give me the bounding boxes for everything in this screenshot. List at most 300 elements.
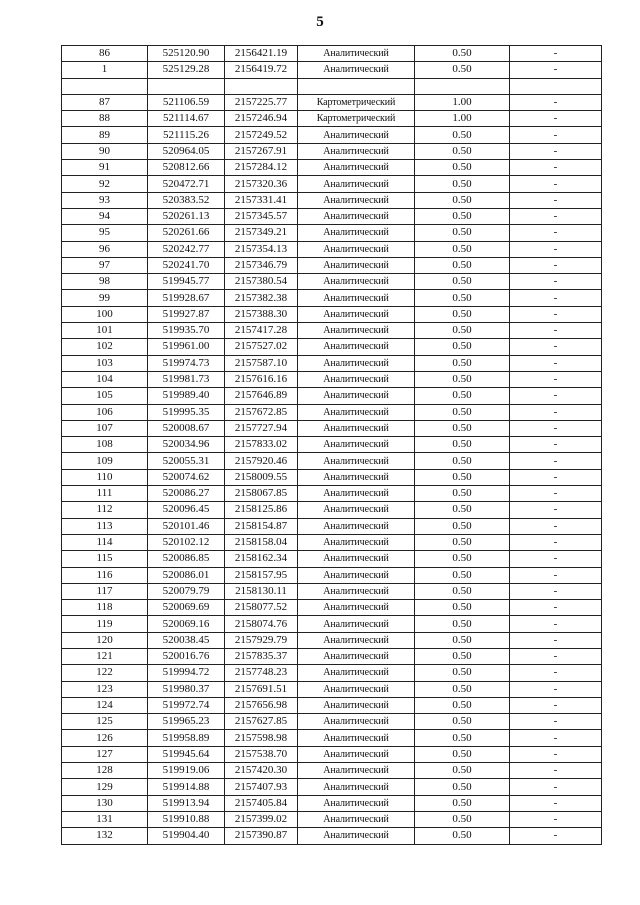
x-coordinate-cell: 519919.06 (148, 763, 225, 779)
table-row (62, 648, 602, 664)
note-cell: - (510, 518, 602, 534)
table-row (62, 714, 602, 730)
y-coordinate-cell: 2157598.98 (225, 730, 298, 746)
x-coordinate-cell: 520964.05 (148, 143, 225, 159)
table-row (62, 306, 602, 322)
point-number-cell: 99 (62, 290, 148, 306)
x-coordinate-cell: 520086.85 (148, 551, 225, 567)
accuracy-cell: 0.50 (415, 681, 510, 697)
accuracy-cell: 0.50 (415, 795, 510, 811)
x-coordinate-cell: 520008.67 (148, 420, 225, 436)
table-row (62, 502, 602, 518)
y-coordinate-cell: 2157656.98 (225, 697, 298, 713)
y-coordinate-cell: 2157929.79 (225, 632, 298, 648)
point-number-cell: 98 (62, 274, 148, 290)
accuracy-cell: 0.50 (415, 404, 510, 420)
y-coordinate-cell: 2157346.79 (225, 257, 298, 273)
method-cell: Аналитический (298, 339, 415, 355)
note-cell: - (510, 828, 602, 844)
x-coordinate-cell: 519914.88 (148, 779, 225, 795)
x-coordinate-cell: 525120.90 (148, 46, 225, 62)
point-number-cell: 88 (62, 111, 148, 127)
note-cell: - (510, 811, 602, 827)
table-row (62, 811, 602, 827)
method-cell: Аналитический (298, 730, 415, 746)
table-row (62, 437, 602, 453)
method-cell: Аналитический (298, 534, 415, 550)
y-coordinate-cell: 2157405.84 (225, 795, 298, 811)
x-coordinate-cell: 519928.67 (148, 290, 225, 306)
accuracy-cell: 0.50 (415, 323, 510, 339)
point-number-cell (62, 78, 148, 94)
method-cell: Аналитический (298, 600, 415, 616)
table-row (62, 779, 602, 795)
note-cell: - (510, 437, 602, 453)
point-number-cell: 87 (62, 94, 148, 110)
y-coordinate-cell: 2157225.77 (225, 94, 298, 110)
y-coordinate-cell: 2157380.54 (225, 274, 298, 290)
coordinates-table-body (62, 46, 602, 845)
accuracy-cell: 0.50 (415, 730, 510, 746)
table-row (62, 404, 602, 420)
accuracy-cell: 0.50 (415, 437, 510, 453)
accuracy-cell: 0.50 (415, 616, 510, 632)
table-row (62, 339, 602, 355)
accuracy-cell: 0.50 (415, 176, 510, 192)
point-number-cell: 90 (62, 143, 148, 159)
method-cell: Аналитический (298, 632, 415, 648)
method-cell: Аналитический (298, 46, 415, 62)
x-coordinate-cell: 520069.16 (148, 616, 225, 632)
method-cell: Аналитический (298, 160, 415, 176)
table-row (62, 763, 602, 779)
y-coordinate-cell: 2158009.55 (225, 469, 298, 485)
method-cell: Аналитический (298, 681, 415, 697)
table-row (62, 616, 602, 632)
method-cell: Картометрический (298, 94, 415, 110)
x-coordinate-cell: 520096.45 (148, 502, 225, 518)
table-row (62, 697, 602, 713)
note-cell: - (510, 94, 602, 110)
y-coordinate-cell: 2157835.37 (225, 648, 298, 664)
point-number-cell: 97 (62, 257, 148, 273)
note-cell: - (510, 208, 602, 224)
point-number-cell: 86 (62, 46, 148, 62)
note-cell: - (510, 453, 602, 469)
point-number-cell: 112 (62, 502, 148, 518)
x-coordinate-cell: 519913.94 (148, 795, 225, 811)
note-cell: - (510, 632, 602, 648)
point-number-cell: 89 (62, 127, 148, 143)
y-coordinate-cell: 2157399.02 (225, 811, 298, 827)
x-coordinate-cell: 519974.73 (148, 355, 225, 371)
point-number-cell: 125 (62, 714, 148, 730)
method-cell: Аналитический (298, 192, 415, 208)
table-row (62, 730, 602, 746)
point-number-cell: 94 (62, 208, 148, 224)
method-cell: Аналитический (298, 648, 415, 664)
y-coordinate-cell: 2157727.94 (225, 420, 298, 436)
table-row (62, 323, 602, 339)
method-cell: Аналитический (298, 665, 415, 681)
accuracy-cell: 0.50 (415, 763, 510, 779)
table-row (62, 486, 602, 502)
note-cell: - (510, 192, 602, 208)
method-cell: Аналитический (298, 763, 415, 779)
x-coordinate-cell: 520383.52 (148, 192, 225, 208)
accuracy-cell: 0.50 (415, 746, 510, 762)
point-number-cell: 119 (62, 616, 148, 632)
x-coordinate-cell: 520069.69 (148, 600, 225, 616)
point-number-cell: 95 (62, 225, 148, 241)
point-number-cell: 123 (62, 681, 148, 697)
accuracy-cell: 0.50 (415, 143, 510, 159)
note-cell: - (510, 355, 602, 371)
y-coordinate-cell: 2157345.57 (225, 208, 298, 224)
point-number-cell: 115 (62, 551, 148, 567)
method-cell: Аналитический (298, 388, 415, 404)
method-cell: Аналитический (298, 828, 415, 844)
table-row (62, 567, 602, 583)
x-coordinate-cell: 520016.76 (148, 648, 225, 664)
accuracy-cell: 0.50 (415, 714, 510, 730)
table-row (62, 143, 602, 159)
x-coordinate-cell: 520241.70 (148, 257, 225, 273)
note-cell: - (510, 274, 602, 290)
method-cell: Аналитический (298, 437, 415, 453)
note-cell: - (510, 681, 602, 697)
y-coordinate-cell: 2157407.93 (225, 779, 298, 795)
point-number-cell: 92 (62, 176, 148, 192)
x-coordinate-cell: 520261.66 (148, 225, 225, 241)
x-coordinate-cell: 520261.13 (148, 208, 225, 224)
accuracy-cell: 0.50 (415, 811, 510, 827)
point-number-cell: 117 (62, 583, 148, 599)
x-coordinate-cell: 519995.35 (148, 404, 225, 420)
note-cell: - (510, 241, 602, 257)
method-cell: Аналитический (298, 746, 415, 762)
y-coordinate-cell: 2157527.02 (225, 339, 298, 355)
accuracy-cell: 0.50 (415, 486, 510, 502)
y-coordinate-cell: 2158154.87 (225, 518, 298, 534)
point-number-cell: 96 (62, 241, 148, 257)
note-cell: - (510, 551, 602, 567)
accuracy-cell: 0.50 (415, 534, 510, 550)
note-cell: - (510, 290, 602, 306)
y-coordinate-cell: 2157646.89 (225, 388, 298, 404)
note-cell: - (510, 257, 602, 273)
accuracy-cell: 0.50 (415, 779, 510, 795)
accuracy-cell: 1.00 (415, 111, 510, 127)
table-row (62, 241, 602, 257)
accuracy-cell: 0.50 (415, 420, 510, 436)
method-cell: Аналитический (298, 779, 415, 795)
note-cell: - (510, 583, 602, 599)
method-cell: Аналитический (298, 355, 415, 371)
accuracy-cell: 0.50 (415, 241, 510, 257)
table-row (62, 600, 602, 616)
method-cell: Аналитический (298, 616, 415, 632)
point-number-cell: 109 (62, 453, 148, 469)
point-number-cell: 132 (62, 828, 148, 844)
x-coordinate-cell: 521106.59 (148, 94, 225, 110)
x-coordinate-cell: 519994.72 (148, 665, 225, 681)
table-row (62, 681, 602, 697)
note-cell: - (510, 616, 602, 632)
point-number-cell: 114 (62, 534, 148, 550)
y-coordinate-cell: 2157417.28 (225, 323, 298, 339)
table-row (62, 127, 602, 143)
method-cell: Аналитический (298, 323, 415, 339)
point-number-cell: 93 (62, 192, 148, 208)
method-cell: Аналитический (298, 127, 415, 143)
accuracy-cell: 0.50 (415, 567, 510, 583)
accuracy-cell: 0.50 (415, 502, 510, 518)
accuracy-cell: 0.50 (415, 274, 510, 290)
x-coordinate-cell: 520472.71 (148, 176, 225, 192)
y-coordinate-cell: 2157267.91 (225, 143, 298, 159)
accuracy-cell: 0.50 (415, 469, 510, 485)
point-number-cell: 108 (62, 437, 148, 453)
note-cell: - (510, 600, 602, 616)
point-number-cell: 131 (62, 811, 148, 827)
method-cell: Аналитический (298, 143, 415, 159)
table-row (62, 225, 602, 241)
method-cell: Аналитический (298, 225, 415, 241)
accuracy-cell: 0.50 (415, 648, 510, 664)
note-cell: - (510, 420, 602, 436)
x-coordinate-cell: 520055.31 (148, 453, 225, 469)
accuracy-cell: 1.00 (415, 94, 510, 110)
point-number-cell: 129 (62, 779, 148, 795)
y-coordinate-cell: 2157420.30 (225, 763, 298, 779)
table-row (62, 665, 602, 681)
method-cell: Аналитический (298, 241, 415, 257)
page-number: 5 (316, 14, 324, 30)
table-row (62, 111, 602, 127)
method-cell: Аналитический (298, 795, 415, 811)
y-coordinate-cell: 2158074.76 (225, 616, 298, 632)
point-number-cell: 116 (62, 567, 148, 583)
note-cell: - (510, 111, 602, 127)
x-coordinate-cell: 520242.77 (148, 241, 225, 257)
y-coordinate-cell: 2157390.87 (225, 828, 298, 844)
table-row (62, 518, 602, 534)
x-coordinate-cell: 520074.62 (148, 469, 225, 485)
x-coordinate-cell: 519927.87 (148, 306, 225, 322)
point-number-cell: 124 (62, 697, 148, 713)
x-coordinate-cell: 520038.45 (148, 632, 225, 648)
accuracy-cell: 0.50 (415, 62, 510, 78)
method-cell: Аналитический (298, 257, 415, 273)
note-cell: - (510, 46, 602, 62)
x-coordinate-cell: 520102.12 (148, 534, 225, 550)
note-cell: - (510, 763, 602, 779)
accuracy-cell: 0.50 (415, 632, 510, 648)
x-coordinate-cell: 525129.28 (148, 62, 225, 78)
note-cell: - (510, 160, 602, 176)
method-cell: Аналитический (298, 518, 415, 534)
x-coordinate-cell: 519989.40 (148, 388, 225, 404)
table-row (62, 274, 602, 290)
table-row (62, 355, 602, 371)
accuracy-cell: 0.50 (415, 192, 510, 208)
x-coordinate-cell: 519910.88 (148, 811, 225, 827)
point-number-cell: 101 (62, 323, 148, 339)
point-number-cell: 100 (62, 306, 148, 322)
point-number-cell: 104 (62, 371, 148, 387)
method-cell: Картометрический (298, 111, 415, 127)
method-cell: Аналитический (298, 371, 415, 387)
method-cell (298, 78, 415, 94)
accuracy-cell: 0.50 (415, 208, 510, 224)
method-cell: Аналитический (298, 453, 415, 469)
x-coordinate-cell: 520034.96 (148, 437, 225, 453)
note-cell: - (510, 404, 602, 420)
y-coordinate-cell: 2156419.72 (225, 62, 298, 78)
point-number-cell: 128 (62, 763, 148, 779)
note-cell: - (510, 746, 602, 762)
table-row (62, 795, 602, 811)
x-coordinate-cell: 519958.89 (148, 730, 225, 746)
note-cell: - (510, 795, 602, 811)
x-coordinate-cell: 520079.79 (148, 583, 225, 599)
y-coordinate-cell: 2158158.04 (225, 534, 298, 550)
point-number-cell: 111 (62, 486, 148, 502)
accuracy-cell: 0.50 (415, 355, 510, 371)
note-cell: - (510, 225, 602, 241)
method-cell: Аналитический (298, 404, 415, 420)
table-row (62, 420, 602, 436)
accuracy-cell: 0.50 (415, 127, 510, 143)
accuracy-cell: 0.50 (415, 225, 510, 241)
table-row (62, 583, 602, 599)
x-coordinate-cell: 519965.23 (148, 714, 225, 730)
note-cell: - (510, 502, 602, 518)
point-number-cell: 126 (62, 730, 148, 746)
table-row (62, 62, 602, 78)
method-cell: Аналитический (298, 469, 415, 485)
y-coordinate-cell: 2157354.13 (225, 241, 298, 257)
method-cell: Аналитический (298, 714, 415, 730)
table-row (62, 469, 602, 485)
x-coordinate-cell: 519972.74 (148, 697, 225, 713)
note-cell: - (510, 665, 602, 681)
table-row (62, 828, 602, 844)
table-row (62, 257, 602, 273)
method-cell: Аналитический (298, 420, 415, 436)
method-cell: Аналитический (298, 583, 415, 599)
point-number-cell: 113 (62, 518, 148, 534)
accuracy-cell: 0.50 (415, 551, 510, 567)
y-coordinate-cell: 2157382.38 (225, 290, 298, 306)
method-cell: Аналитический (298, 502, 415, 518)
y-coordinate-cell: 2158125.86 (225, 502, 298, 518)
note-cell: - (510, 469, 602, 485)
y-coordinate-cell: 2157587.10 (225, 355, 298, 371)
table-row (62, 160, 602, 176)
y-coordinate-cell: 2157833.02 (225, 437, 298, 453)
note-cell: - (510, 486, 602, 502)
point-number-cell: 118 (62, 600, 148, 616)
y-coordinate-cell: 2157246.94 (225, 111, 298, 127)
x-coordinate-cell: 519981.73 (148, 371, 225, 387)
method-cell: Аналитический (298, 176, 415, 192)
note-cell: - (510, 176, 602, 192)
x-coordinate-cell: 519980.37 (148, 681, 225, 697)
y-coordinate-cell: 2158162.34 (225, 551, 298, 567)
y-coordinate-cell: 2157349.21 (225, 225, 298, 241)
accuracy-cell: 0.50 (415, 46, 510, 62)
y-coordinate-cell: 2156421.19 (225, 46, 298, 62)
coordinates-table (61, 45, 602, 845)
accuracy-cell: 0.50 (415, 697, 510, 713)
x-coordinate-cell: 520812.66 (148, 160, 225, 176)
method-cell: Аналитический (298, 62, 415, 78)
method-cell: Аналитический (298, 567, 415, 583)
accuracy-cell: 0.50 (415, 828, 510, 844)
x-coordinate-cell: 519945.77 (148, 274, 225, 290)
y-coordinate-cell: 2157388.30 (225, 306, 298, 322)
x-coordinate-cell: 520101.46 (148, 518, 225, 534)
method-cell: Аналитический (298, 697, 415, 713)
method-cell: Аналитический (298, 274, 415, 290)
note-cell: - (510, 388, 602, 404)
point-number-cell: 1 (62, 62, 148, 78)
point-number-cell: 130 (62, 795, 148, 811)
point-number-cell: 107 (62, 420, 148, 436)
point-number-cell: 121 (62, 648, 148, 664)
note-cell: - (510, 730, 602, 746)
y-coordinate-cell: 2157538.70 (225, 746, 298, 762)
accuracy-cell: 0.50 (415, 665, 510, 681)
y-coordinate-cell: 2157920.46 (225, 453, 298, 469)
note-cell: - (510, 143, 602, 159)
table-row (62, 551, 602, 567)
point-number-cell: 105 (62, 388, 148, 404)
x-coordinate-cell: 521115.26 (148, 127, 225, 143)
y-coordinate-cell: 2157627.85 (225, 714, 298, 730)
note-cell: - (510, 697, 602, 713)
method-cell: Аналитический (298, 306, 415, 322)
y-coordinate-cell: 2157284.12 (225, 160, 298, 176)
x-coordinate-cell: 521114.67 (148, 111, 225, 127)
note-cell: - (510, 371, 602, 387)
x-coordinate-cell: 520086.27 (148, 486, 225, 502)
method-cell: Аналитический (298, 290, 415, 306)
y-coordinate-cell (225, 78, 298, 94)
method-cell: Аналитический (298, 551, 415, 567)
table-row (62, 208, 602, 224)
note-cell: - (510, 339, 602, 355)
accuracy-cell: 0.50 (415, 600, 510, 616)
x-coordinate-cell: 519961.00 (148, 339, 225, 355)
note-cell: - (510, 714, 602, 730)
accuracy-cell: 0.50 (415, 160, 510, 176)
table-row (62, 632, 602, 648)
table-row (62, 388, 602, 404)
note-cell: - (510, 648, 602, 664)
accuracy-cell: 0.50 (415, 339, 510, 355)
accuracy-cell: 0.50 (415, 257, 510, 273)
method-cell: Аналитический (298, 811, 415, 827)
note-cell (510, 78, 602, 94)
y-coordinate-cell: 2157748.23 (225, 665, 298, 681)
accuracy-cell: 0.50 (415, 371, 510, 387)
table-row (62, 371, 602, 387)
accuracy-cell: 0.50 (415, 290, 510, 306)
table-row (62, 534, 602, 550)
